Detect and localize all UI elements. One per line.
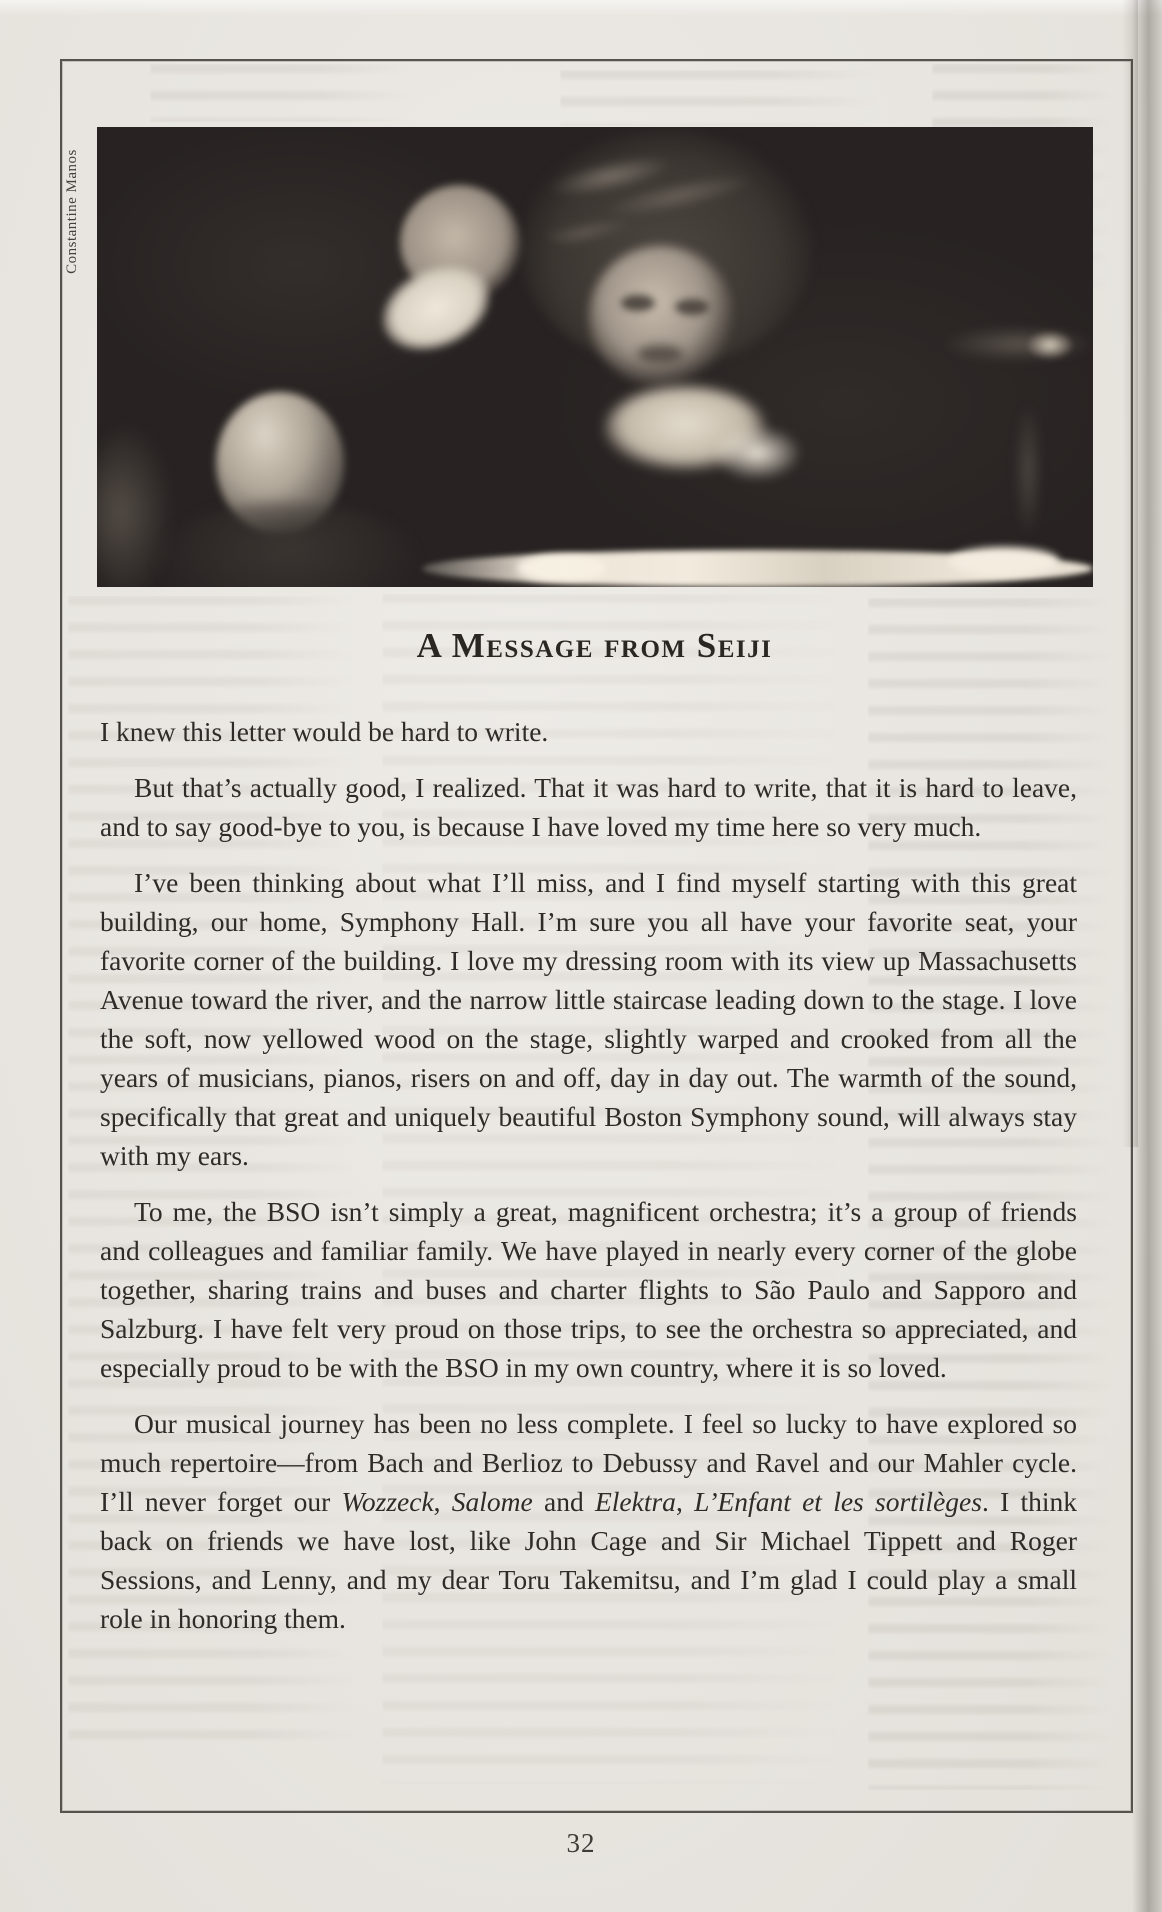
scan-shadow [1132, 0, 1162, 1912]
letter-paragraph: I’ve been thinking about what I’ll miss, and I find myself starting with this great building, our home, Symphony Hall. I’m sure you all have your favorite seat, your favorite corner of the building. I love my dressing room with its view up Massachusetts Avenue toward the river, and the narrow little staircase leading down to the stage. I love the soft, now yellowed wood on the stage, slightly warped and crooked from all the years of musicians, pianos, risers on and off, day in day out. The warmth of the sound, specifically that great and uniquely beautiful Boston Symphony sound, will always stay with my ears. [100, 867, 1077, 1171]
seiji-ozawa-photo [97, 127, 1093, 587]
letter-paragraph: Our musical journey has been no less complete. I feel so lucky to have explored so much repertoire—from Bach and Berlioz to Debussy and Ravel and our Mahler cycle. I’ll never forget our Wozzeck, Salome and Elektra, L’Enfant et les sortilèges. I think back on friends we have lost, like John Cage and Sir Michael Tippett and Roger Sessions, and Lenny, and my dear Toru Takemitsu, and I’m glad I could play a small role in honoring them. [100, 1408, 1078, 1634]
photo-region-eye [621, 295, 655, 311]
scan-edge-highlight [0, 0, 1162, 16]
photo-credit-label: Constantine Manos [63, 148, 80, 274]
page-title: A Message from Seiji [416, 626, 773, 665]
photo-region-highlight [949, 547, 1059, 575]
letter-paragraph: I knew this letter would be hard to write. [100, 716, 549, 747]
letter-paragraph: To me, the BSO isn’t simply a great, magnificent orchestra; it’s a group of friends and colleagues and familiar family. We have played in nearly every corner of the globe together, sharing trains and buses and charter flights to São Paulo and Sapporo and Salzburg. I have felt very proud on those trips, to see the orchestra so appreciated, and especially proud to be with the BSO in my own country, where it is so loved. [100, 1196, 1077, 1383]
letter-body [100, 712, 1077, 1655]
photo-region-eye [675, 299, 709, 315]
photo-region-face [589, 246, 733, 386]
letter-paragraph: But that’s actually good, I realized. That it was hard to write, that it is hard to leave, and to say good-bye to you, is because I have loved my time here so very much. [100, 772, 1077, 842]
photo-region-shoulder [157, 502, 417, 587]
photo-region-highlight [517, 555, 607, 581]
photo-region-highlight [1027, 331, 1073, 359]
photo-region-highlight [1015, 405, 1041, 535]
photo-region-left-highlight [97, 427, 169, 587]
photo-region-mouth [637, 345, 683, 363]
photo-region-shirt-cuff [715, 427, 799, 479]
page-number: 32 [566, 1828, 596, 1858]
photo-credit [60, 138, 84, 284]
